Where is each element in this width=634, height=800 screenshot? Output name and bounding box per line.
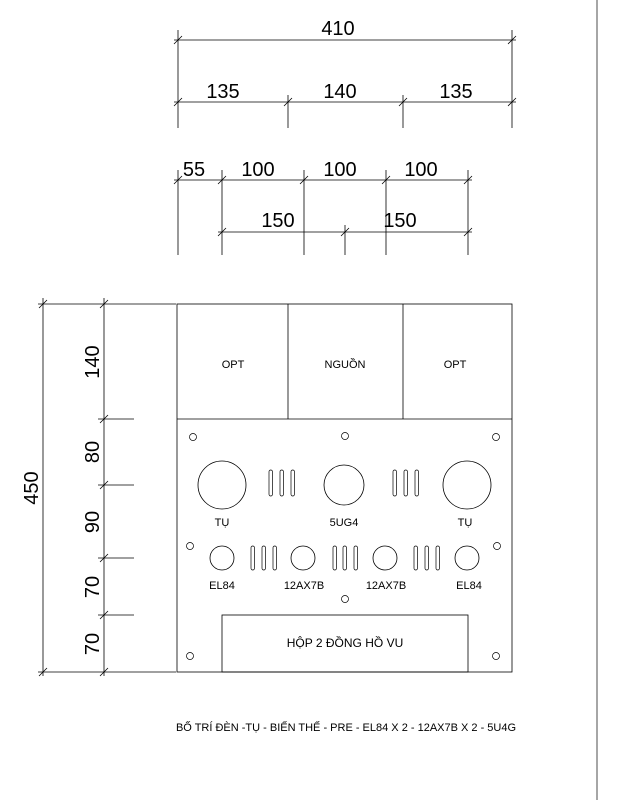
dim-left bbox=[21, 298, 176, 676]
dim-top-seg-3: 135 bbox=[439, 81, 473, 103]
label-rectifier: 5UG4 bbox=[329, 517, 359, 529]
capacitor-right bbox=[443, 461, 491, 509]
tube-12ax7b-right bbox=[373, 546, 397, 570]
dim-left-seg-2: 80 bbox=[82, 440, 104, 464]
drawing-caption: BỐ TRÍ ĐÈN -TỤ - BIẾN THẾ - PRE - EL84 X 2 - 12AX7B X 2 - 5U4G bbox=[175, 722, 517, 734]
dim-row2-seg-1: 55 bbox=[182, 159, 206, 181]
vu-meter-box bbox=[222, 615, 468, 672]
label-12ax7b-right: 12AX7B bbox=[365, 580, 407, 592]
section-opt-right: OPT bbox=[443, 359, 467, 371]
tube-12ax7b-left bbox=[291, 546, 315, 570]
vent-slots-upper-left bbox=[269, 470, 295, 496]
label-capacitor-left: TỤ bbox=[214, 517, 230, 529]
dim-left-seg-3: 90 bbox=[82, 510, 104, 534]
mounting-hole bbox=[493, 434, 500, 441]
dim-row3-seg-1: 150 bbox=[261, 210, 295, 232]
mounting-hole bbox=[187, 543, 194, 550]
mounting-hole bbox=[493, 653, 500, 660]
dim-left-seg-4: 70 bbox=[82, 575, 104, 599]
dim-top-total bbox=[174, 18, 516, 128]
label-el84-right: EL84 bbox=[456, 580, 482, 592]
dim-left-seg-1: 140 bbox=[82, 345, 104, 379]
dim-top-seg-2: 140 bbox=[323, 81, 357, 103]
dim-row3-seg-2: 150 bbox=[383, 210, 417, 232]
label-el84-left: EL84 bbox=[209, 580, 235, 592]
tube-el84-left bbox=[210, 546, 234, 570]
mounting-hole bbox=[190, 434, 197, 441]
vent-slots-lower-2 bbox=[333, 546, 358, 570]
rectifier-tube bbox=[324, 465, 364, 505]
mounting-hole bbox=[342, 433, 349, 440]
dim-left-seg-5: 70 bbox=[82, 632, 104, 656]
dim-top-total-label: 410 bbox=[321, 18, 355, 40]
section-power: NGUỒN bbox=[324, 359, 366, 371]
chassis-panel bbox=[177, 304, 512, 672]
large-components bbox=[198, 461, 491, 529]
vent-slots-lower-1 bbox=[251, 546, 277, 570]
small-tubes bbox=[209, 546, 482, 592]
dim-row2-seg-2: 100 bbox=[241, 159, 275, 181]
dim-top-seg-1: 135 bbox=[206, 81, 240, 103]
tube-el84-right bbox=[455, 546, 479, 570]
dim-top-segments bbox=[174, 81, 516, 128]
dim-row2-seg-4: 100 bbox=[404, 159, 438, 181]
section-opt-left: OPT bbox=[221, 359, 245, 371]
mounting-hole bbox=[494, 543, 501, 550]
capacitor-left bbox=[198, 461, 246, 509]
dim-row3 bbox=[218, 210, 472, 255]
label-capacitor-right: TỤ bbox=[457, 517, 473, 529]
vent-slots-lower-3 bbox=[414, 546, 440, 570]
dim-left-total: 450 bbox=[21, 471, 43, 505]
dim-row2 bbox=[174, 159, 472, 255]
mounting-hole bbox=[187, 653, 194, 660]
dim-row2-seg-3: 100 bbox=[323, 159, 357, 181]
label-12ax7b-left: 12AX7B bbox=[283, 580, 325, 592]
mounting-hole bbox=[342, 596, 349, 603]
vu-meter-label: HỘP 2 ĐỒNG HỒ VU bbox=[286, 636, 404, 650]
vent-slots-upper-right bbox=[393, 470, 419, 496]
